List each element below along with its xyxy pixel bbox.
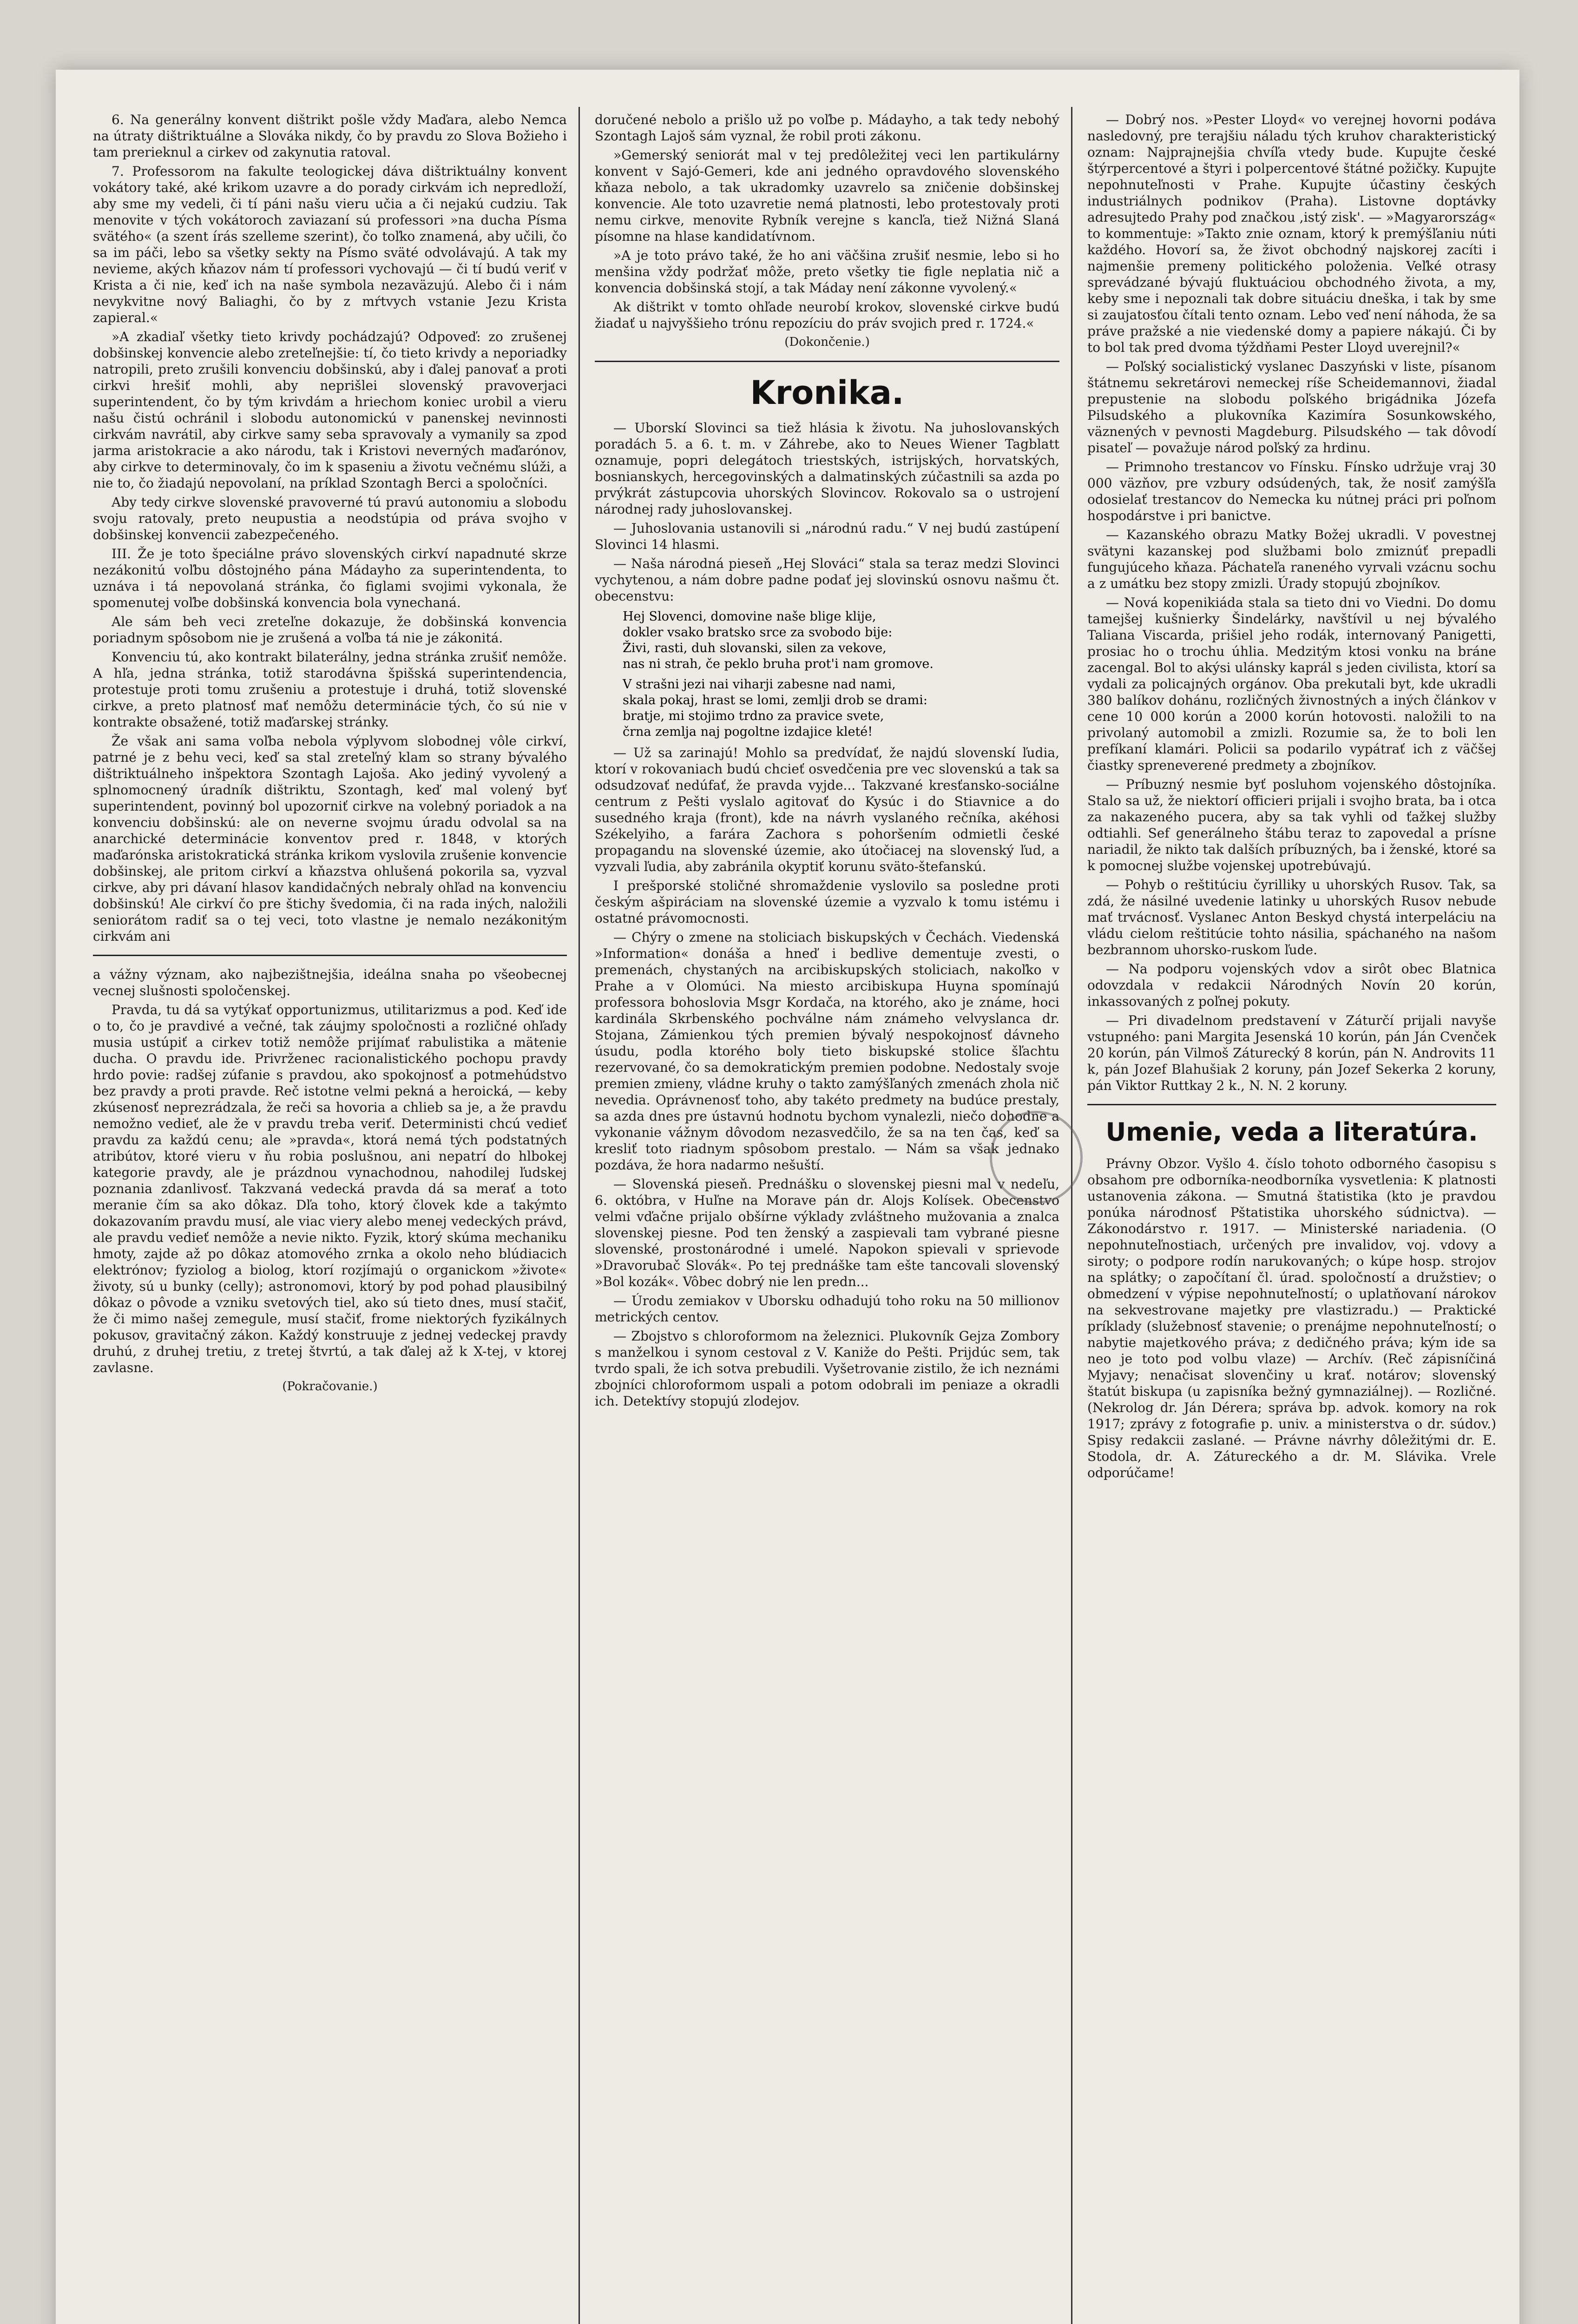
umenie-heading: Umenie, veda a literatúra. (1105, 1117, 1478, 1147)
news-item: — Naša národná pieseň „Hej Slováci“ stala sa teraz medzi Slovinci vychytenou, a nám dobre padne podať jej slovinskú osnovu našmu čt. obecenstvu: (595, 556, 1059, 604)
article-paragraph: »A zkadiaľ všetky tieto krivdy pochádzajú? Odpoveď: zo zrušenej dobšinskej konvencie alebo zreteľnejšie: tí, čo tieto krivdy a neporiadky natropili, preto zrušili konvenciu dobšinskú, aby i ďalej panovať a proti cirkvi hrešiť mohli, aby neprišlei slovenský pravoverjaci superintendent, čo by tým krivdám a hriechom koniec urobil a vieru našu čistú ochránil i slobodu autonomickú v panenskej nevinnosti cirkvám navrátil, aby cirkve samy seba spravovaly a vymanily sa zpod jarma aristokracie a ako národu, tak i Kristovi neverných maďarónov, aby cirkve to determinovaly, čo im k spaseniu a životu večnému slúži, a nie to, čo žiadajú nepovolaní, na príklad Szontagh Berci a spoločníci. (93, 329, 567, 491)
article-paragraph: Že však ani sama voľba nebola výplyvom slobodnej vôle cirkví, patrné je z behu veci, keď sa stal zreteľný klam so strany bývalého dištriktuálneho inšpektora Szontagh Lajoša. Ako jediný vyvolený a splnomocnený úradník dištriktu, Szontagh, keď mal volený byť superintendent, povinný bol upozorniť cirkve na volebný poriadok a na konvenciu dobšinskú: ale on neverne svojmu úradu odvolal sa na anarchické determinácie konventov pred r. 1848, v ktorých maďarónska aristokratická stránka krikom vyslovila zrušenie konvencie dobšinskej, ale pritom cirkví a kňazstva ohlušená pokorila sa, vyzval cirkve, aby pri dávaní hlasov kandidačných nebraly ohľad na konvenciu dobšinskú! Ale cirkví čo pre štichy švedomia, či na rada iných, naložili seniorátom radiť sa o tej veci, toto vlastne je nemalo nezákonitým cirkvám ani (93, 733, 567, 944)
column-rule (579, 107, 580, 2324)
section-divider (1087, 1104, 1496, 1105)
news-item: — Kazanského obrazu Matky Božej ukradli. V povestnej svätyni kazanskej pod službami bolo zmiznúť prepadli fungujúceho kňaza. Páchateľa raneného vyrvali vzácnu sochu a z umátku bez stopy zmizli. Úrady stopujú zbojníkov. (1087, 527, 1496, 591)
feuilleton-paragraph: a vážny význam, ako najbezištnejšia, ideálna snaha po všeobecnej vecnej slušnosti spoločenskej. (93, 967, 567, 998)
article-paragraph: 7. Professorom na fakulte teologickej dáva dištriktuálny konvent vokátory také, aké krikom uzavre a do porady cirkvám ich nepredloží, aby sme my vedeli, či tí páni našu vieru učia a či nejakú cudziu. Tak menovite v tých vokátoroch zaviazaní sú professori »na ducha Písma svätého« (a szent írás szelleme szerint), čo toľko znamená, aby učili, čo sa im páči, lebo sa všetky sekty na Písmo sväté odvolávajú. A tak my nevieme, akých kňazov nám tí professori vychovajú — či tí budú veriť v Krista a či nie, keď ich na naše symbola nezaväzujú. Alebo či i nám nevykvitne nový Baliaghi, čo by z mŕtvych vstanie Jezu Krista zapieral.« (93, 164, 567, 325)
article-paragraph: Ale sám beh veci zreteľne dokazuje, že dobšinská konvencia poriadnym spôsobom nie je zrušená a voľba tá nie je zákonitá. (93, 614, 567, 646)
column-left (93, 112, 567, 1398)
poem-line: dokler vsako bratsko srce za svobodo bije: (623, 625, 893, 640)
article-paragraph: 6. Na generálny konvent dištrikt pošle vždy Maďara, alebo Nemca na útraty dištriktuálne a Slováka nikdy, čo by pravdu zo Slova Božieho i tam prerieknul a cirkev od zakynutia ratoval. (93, 112, 567, 160)
continuation-note: (Pokračovanie.) (282, 1380, 378, 1393)
column-right (1087, 112, 1496, 1484)
article-paragraph: »Gemerský seniorát mal v tej predôležitej veci len partikulárny konvent v Sajó-Gemeri, kde ani jedného opravdového slovenského kňaza nebolo, a tak ukradomky uzavrelo sa zničenie dobšinskej konvencie. Ale toto uzavretie nemá platnosti, lebo protestovaly proti nemu cirkve, menovite Rybník verejne s kancľa, tiež Nižná Slaná písomne na hlase kandidatívnom. (595, 147, 1059, 244)
news-item: — Primnoho trestancov vo Fínsku. Fínsko udržuje vraj 30 000 väzňov, pre vzbury odsúdených, tak, že nosiť zamýšľa odosielať trestancov do Nemecka ku nútnej práci pri poľnom hospodárstve i pri banictve. (1087, 459, 1496, 523)
poem-line: nas ni strah, če peklo bruha prot'i nam gromove. (623, 657, 934, 671)
poem-stanza (595, 609, 1059, 672)
library-stamp-icon (990, 1111, 1083, 1204)
article-paragraph: Aby tedy cirkve slovenské pravoverné tú pravú autonomiu a slobodu svoju ratovaly, preto neupustia a neodstúpia od práva svojho v dobšinskej konvencii zabezpečeného. (93, 495, 567, 542)
news-item: — Juhoslovania ustanovili si „národnú radu.“ V nej budú zastúpení Slovinci 14 hlasmi. (595, 521, 1059, 552)
newspaper-page (56, 70, 1519, 2324)
news-item: — Slovenská pieseň. Prednášku o slovenskej piesni mal v nedeľu, 6. októbra, v Huľne na Morave pán dr. Alojs Kolísek. Obecenstvo velmi vďačne prijalo obšírne výklady zvláštneho mužovania a znalca slovenskej piesne. Pod ten ženský a zaspievali tam vybrané piesne slovenské, prostonárodné i umelé. Napokon spievali v sprievode »Dravorubač Slovák«. Po tej prednáške tam ešte tancovali slovenský »Bol kozák«. Vôbec dobrý nie len predn... (595, 1176, 1059, 1289)
news-item: — Poľský socialistický vyslanec Daszyński v liste, písanom štátnemu sekretárovi nemeckej ríše Scheidemannovi, žiadal prepustenie na slobodu poľského brigádnika Józefa Pilsudského a plukovníka Kazimíra Sosunkowského, väznených v pevnosti Magdeburg. Pilsudského — tak dôvodí pisateľ — považuje národ poľský za hrdinu. (1087, 359, 1496, 456)
news-item: I prešporské stoličné shromaždenie vyslovilo sa posledne proti českým ašpiráciam na slovenské územie a vyzvalo k tomu istému i ostatné právomocnosti. (595, 878, 1059, 926)
news-item: — Uborskí Slovinci sa tiež hlásia k životu. Na juhoslovanských poradách 5. a 6. t. m. v Záhrebe, ako to Neues Wiener Tagblatt oznamuje, popri delegátoch triestských, istrijských, horvatských, bosnianskych, hercegovinských a dalmatinských zúčastnili sa azda po prvýkrát zástupcovia uhorských Slovincov. Rokovalo sa o ustrojení národnej rady juhoslovanskej. (595, 420, 1059, 517)
poem-stanza (595, 677, 1059, 740)
news-item: — Dobrý nos. »Pester Lloyd« vo verejnej hovorni podáva nasledovný, pre terajšiu náladu tých kruhov charakteristický oznam: Najprajnejšia chvíľa vtedy bude. Kupujte české štýrpercentové a štyri i polpercentové štátné požičky. Kupujte nepohnuteľnosti v Prahe. Kupujte účastiny českých industriálnych podnikov (Praha). Listovne doptávky adresujtedo Prahy pod značkou ,istý zisk'. — »Magyarország« to kommentuje: »Takto znie oznam, ktorý k premýšľaniu núti každého. Hovorí sa, že život obchodný najskorej zacíti i najmenšie premeny politického položenia. Veľké otrasy sprevádzané bývajú fluktuáciou obchodného života, a my, keby sme i nepoznali tak dobre situáciu dneška, i tak by sme si zaujatosťou čítali tento oznam. Lebo veď není náhoda, že sa práve pražské a nie viedenské domy a papiere nákajú. Či by to bol tak pred dvoma týždňami Pester Lloyd uverejnil?« (1087, 112, 1496, 355)
news-item: — Pri divadelnom predstavení v Záturčí prijali navyše vstupného: pani Margita Jesenská 10 korún, pán Ján Cvenček 20 korún, pán Vilmoš Záturecký 8 korún, pán N. Androvits 11 k, pán Jozef Blahušiak 2 koruny, pán Jozef Sekerka 2 koruny, pán Viktor Ruttkay 2 k., N. N. 2 koruny. (1087, 1013, 1496, 1093)
news-item: — Príbuzný nesmie byť posluhom vojenského dôstojníka. Stalo sa už, že niektorí officieri prijali i svojho brata, ba i otca za nakazeného pucera, aby sa tak vyhli od ťažkej služby odtiahli. Sef generálneho štábu teraz to zapovedal a prísne nariadil, že nikto tak dalších príbuzných, ba i ženské, ktoré sa k pomocnej službe vojenskej upotrebúvajú. (1087, 777, 1496, 873)
article-paragraph: doručené nebolo a prišlo už po voľbe p. Mádayho, a tak tedy nebohý Szontagh Lajoš sám vyznal, že robil proti zákonu. (595, 112, 1059, 144)
column-rule (1071, 107, 1072, 2324)
conclusion-note: (Dokončenie.) (784, 335, 870, 349)
poem-line: Hej Slovenci, domovine naše blige klije, (623, 609, 876, 624)
news-item: — Pohyb o reštitúciu čyrilliky u uhorských Rusov. Tak, sa zdá, že násilné uvedenie latinky u uhorských Rusov nebude mať trvácnosť. Vyslanec Anton Beskyd chystá interpeláciu na vládu cielom reštitúcie tohto násilia, spáchaného na našom bezbrannom uhorsko-ruskom ľude. (1087, 877, 1496, 957)
poem-line: bratje, mi stojimo trdno za pravice svete, (623, 709, 884, 723)
news-item: Právny Obzor. Vyšlo 4. číslo tohoto odborného časopisu s obsahom pre odborníka-neodborníka vysvetlenia: K platnosti ustanovenia zákona. — Smutná štatistika (kto je pravdou ponúka národnosť Pštatistika uhorského súdnictva). — Zákonodárstvo r. 1917. — Ministerské nariadenia. (O nepohnuteľnostiach, určených pre invalidov, voj. vdovy a siroty; o podpore rodín narukovaných; o kúpe hosp. strojov na splátky; o započítaní čl. úrad. spoločností a družstiev; o obmedzení v výpise nepohnuteľností; o uplatňovaní nárokov na sekvestrovane majetky pre vlastizradu.) — Praktické príklady (služebnosť stavenie; o prenájme nepohnuteľností; o nabytie majetkového práva; z dedičného práva; kým ide sa neo je toto pod volbu vlaze) — Archív. (Reč zápisníčiná Myjavy; nenačisat slovenčiny u krať. notárov; slovenský štatút biskupa (u zapisníka bežný gymnaziálnej). — Rozličné. (Nekrolog dr. Ján Dérera; správa bp. advok. komory na rok 1917; zprávy z fotografie p. univ. a ministerstva o dr. súdov.) Spisy redakcii zaslané. — Právne návrhy dôležitými dr. E. Stodola, dr. A. Zátureckého a dr. M. Slávika. Vrele odporúčame! (1087, 1156, 1496, 1480)
news-item: — Na podporu vojenských vdov a sirôt obec Blatnica odovzdala v redakcii Národných Novín 20 korún, inkassovaných z poľnej pokuty. (1087, 961, 1496, 1009)
article-paragraph: »A je toto právo také, že ho ani väčšina zrušiť nesmie, lebo si ho menšina vždy podržať môže, preto všetky tie figle neplatia nič a konvencia dobšinská stojí, a tak Máday není zákonne vyvolený.« (595, 248, 1059, 296)
news-item: — Úrodu zemiakov v Uborsku odhadujú toho roku na 50 millionov metrických centov. (595, 1293, 1059, 1325)
news-item: — Nová kopenikiáda stala sa tieto dni vo Viedni. Do domu tamejšej kušnierky Šindelárky, navštívil u nej bývalého Taliana Viscarda, prišiel jeho rodák, internovaný Panigetti, prosiac ho o trochu úhlia. Medzitým ktosi vonku na bráne zacengal. Bol to akýsi ulánsky kaprál s jeden civilista, ktorí sa vydali za policajných orgánov. Oba prekutali byt, kde ukradli 380 balíkov dohánu, rozličných živnostných a iných článkov v cene 10 000 korún a 2000 korún hotovosti. naložili to na privolaný automobil a zmizli. Rozumie sa, že to boli len prefíkaní klamári. Policii sa podarilo vypátrať ich z väčšej čiastky spreneverené predmety a zbojníkov. (1087, 595, 1496, 773)
article-paragraph: Ak dištrikt v tomto ohľade neurobí krokov, slovenské cirkve budú žiadať u najvyššieho trónu repozíciu do práv svojich pred r. 1724.« (595, 299, 1059, 331)
poem-line: Živi, rasti, duh slovanski, silen za vekove, (623, 641, 887, 655)
poem-line: črna zemlja naj pogoltne izdajice kleté! (623, 725, 873, 739)
news-item: — Už sa zarinajú! Mohlo sa predvídať, že najdú slovenskí ľudia, ktorí v rokovaniach budú chcieť osvedčenia pre vec slovenskú a tak sa odsudzovať nedúfať, že pravda vyjde... Takzvané kresťansko-sociálne centrum z Pešti vyslalo agitovať do Kysúc i do Stiavnice a do susedného kraja (front), kde na návrh vyslaného rečníka, akéhosi Székelyiho, a farára Zachora s pohoršením odmietli české propagandu na slovenské územie, ako útočiacej na slovenský ľud, a vyzvali ľudia, aby zabránila okyptiť korunu sväto-štefanskú. (595, 745, 1059, 874)
poem-line: V strašni jezi nai viharji zabesne nad nami, (623, 677, 896, 692)
section-divider (595, 361, 1059, 362)
article-paragraph: III. Že je toto špeciálne právo slovenských cirkví napadnuté skrze nezákonitú voľbu dôstojného pána Mádayho za superintendenta, to uznáva i tá nepovolaná stránka, čo figlami svojimi vykonala, že spomenutej voľbe dobšinská konvencia bola vynechaná. (93, 546, 567, 610)
news-item: — Zbojstvo s chloroformom na železnici. Plukovník Gejza Zombory s manželkou i synom cestoval z V. Kanižе do Pešti. Prijdúc sem, tak tvrdo spali, že ich sotva prebudili. Vyšetrovanie zistilo, že ich neznámi zbojníci chloroformom uspali a potom odobrali im peniaze a okradli ich. Detektívy stopujú zlodejov. (595, 1328, 1059, 1409)
poem-line: skala pokaj, hrast se lomi, zemlji drob se drami: (623, 693, 927, 707)
article-paragraph: Konvenciu tú, ako kontrakt bilaterálny, jedna stránka zrušiť nemôže. A hľa, jedna stránka, totiž starodávna špišská superintendencia, protestuje proti tomu zrušeniu a protestuje i druhá, totiž slovenské cirkve, a preto platnosť mať nemôžu determinácie tých, čo sú nie v kontrakte obsažené, totiž maďarskej stránky. (93, 649, 567, 730)
feuilleton-paragraph: Pravda, tu dá sa vytýkať opportunizmus, utilitarizmus a pod. Keď ide o to, čo je pravdivé a večné, tak záujmy spoločnosti a rozličné ohľady musia ustúpiť a cirkev totiž nemôže prijímať rabulistika a mätenie ducha. O pravdu ide. Privrženec racionalistického pochopu pravdy hrdo povie: radšej zúfanie s pravdou, ako spokojnosť a potmehúdstvo bez pravdy a proti pravde. Reč istotne velmi pekná a heroická, — keby zkúsenosť neprezrádzala, že reči sa hovoria a chlieb sa je, a že pravdu nemožno vedieť, ale že v pravdu treba veriť. Deterministi chcú vedieť pravdu za každú cenu; ale »pravda«, ktorá nemá tých podstatných atribútov, ktoré vieru v ňu robia poslušnou, ani nepatrí do hlbokej kategorie pravdy, ale je prázdnou vynachodnou, nahodilej ľudskej poznania zdanlivosť. Takzvaná vedecká pravda dá sa merať a toto meranie čím sa ako dôkaz. Dľa toho, ktorý človek kde a takýmto dokazovaním pravdu musí, ale viac viery alebo menej vedeckých právd, ale pravdu vedieť nemôže a nevie nikto. Fyzik, ktorý skúma mechaniku hmoty, zajde až po dôkaz atomového zrnka a okolo neho blúdiacich elektrónov; fyziolog a biolog, ktorí rozjímajú o organickom »živote« životy, sú u bunky (celly); astronomovi, ktorý by pod pohad plausibilný dôkaz o pôvode a vzniku svetových tiel, ako sú tieto dnes, musí stačiť, že či mimo našej zemegule, musí stačiť, frome niektorých fyzikálnych pokusov, gravitačný zákon. Každý konstruuje z jednej vedeckej pravdy druhú, z druhej tretiu, z tretej štvrtú, a tak ďalej až k X-tej, v ktorej zavlasne. (93, 1002, 567, 1375)
news-item: — Chýry o zmene na stoliciach biskupských v Čechách. Viedenská »Information« donáša a hneď i bedlive dementuje zvesti, o premenách, chystaných na arcibiskupských stoliciach, nakoľko v Prahe a v Olomúci. Na miesto arcibiskupa Huyna spomínajú professora bohoslovia Msgr Kordača, na ktorého, ako je známe, hoci kardinála Skrbenského pochválne nám známeho velvyslanca dr. Stojana, Zámienkou tých premien bývalý nespokojnosť dávneho úsudu, podla ktorého boly tieto biskupské stolice šľachtu rezervované, čo sa demokratickým premien podobne. Nedostaly svoje premien zmieny, vládne kruhy o takto zamýšľaných zmenách zhola nič nevedia. Oprávnenosť toho, aby takéto predmety na budúce prestaly, sa azda dnes pre ústavnú hodnotu bychom vynalezli, niečo dohodne a vykonanie vážnym dôvodom nezasvedčilo, že sa na ten čas, keď sa kresliť toto riadnym spôsobom prestalo. — Nám sa však jednako pozdáva, že hora nadarmo nešuští. (595, 930, 1059, 1173)
kronika-heading: Kronika. (750, 374, 904, 412)
column-middle (595, 112, 1059, 1412)
section-divider (93, 955, 567, 956)
